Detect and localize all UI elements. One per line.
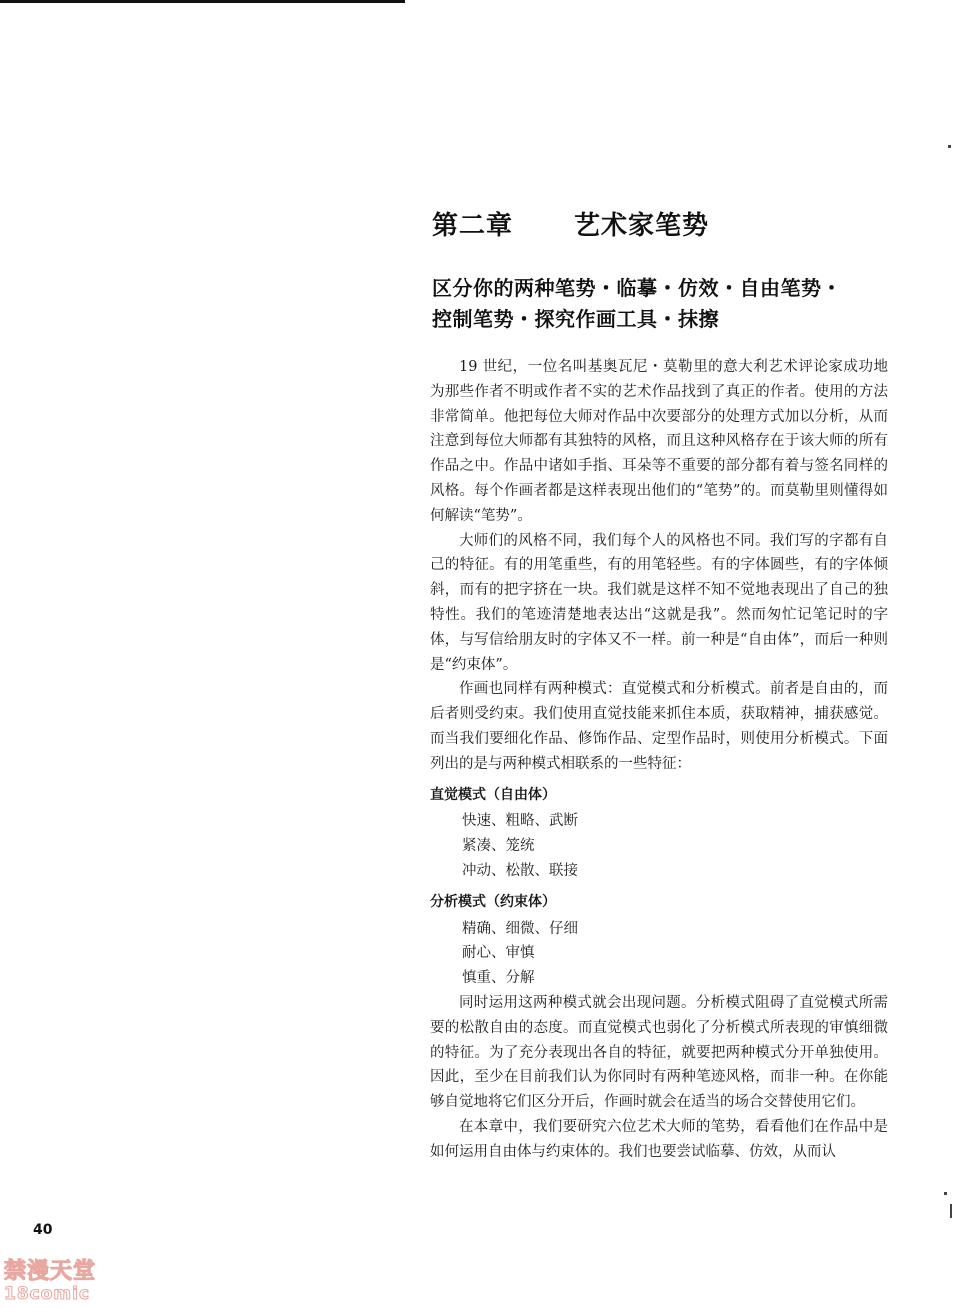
paragraph-5: 在本章中，我们要研究六位艺术大师的笔势，看看他们在作品中是如何运用自由体与约束体的。我们也要尝试临摹、仿效，从而认 xyxy=(430,1118,888,1160)
list-item: 冲动、松散、联接 xyxy=(462,862,578,879)
chapter-title: 艺术家笔势 xyxy=(574,211,710,241)
paragraph-1: 19 世纪，一位名叫基奥瓦尼・莫勒里的意大利艺术评论家成功地为那些作者不明或作者不实的艺术作品找到了真正的作者。使用的方法非常简单。他把每位大师对作品中次要部分的处理方式加以分析，从而注意到每位大师都有其独特的风格，而且这种风格存在于该大师的所有作品之中。作品中诸如手指、耳朵等不重要的部分都有着与签名同样的风格。每个作画者都是这样表现出他们的“笔势”的。而莫勒里则懂得如何解读“笔势”。 xyxy=(430,359,888,524)
analytic-mode-list xyxy=(430,917,888,991)
chapter-number: 第二章 xyxy=(432,211,514,241)
chapter-heading xyxy=(432,205,852,249)
watermark-text-cn: 禁漫天堂 xyxy=(4,1259,97,1284)
list-item: 慎重、分解 xyxy=(462,970,535,987)
paragraph-3: 作画也同样有两种模式：直觉模式和分析模式。前者是自由的，而后者则受约束。我们使用直觉技能来抓住本质，获取精神，捕获感觉。而当我们要细化作品、修饰作品、定型作品时，则使用分析模式。下面列出的是与两种模式相联系的一些特征： xyxy=(430,681,888,772)
analytic-mode-heading: 分析模式（约束体） xyxy=(430,893,556,910)
intuitive-mode-heading: 直觉模式（自由体） xyxy=(430,786,556,803)
page-number: 40 xyxy=(33,1222,53,1238)
list-item: 紧凑、笼统 xyxy=(462,838,535,855)
scan-mark xyxy=(948,145,951,148)
watermark-logo xyxy=(4,1260,114,1306)
intuitive-mode-list xyxy=(430,809,888,883)
top-rule xyxy=(0,0,405,3)
scan-mark xyxy=(944,1192,947,1195)
list-item: 精确、细微、仔细 xyxy=(462,920,578,937)
watermark-text-en: 18comic xyxy=(4,1284,91,1304)
list-item: 快速、粗略、武断 xyxy=(462,813,578,830)
chapter-subtitle-line-2: 控制笔势・探究作画工具・抹擦 xyxy=(432,307,719,331)
list-item: 耐心、审慎 xyxy=(462,945,535,962)
scan-mark xyxy=(950,1204,952,1218)
paragraph-2: 大师们的风格不同，我们每个人的风格也不同。我们写的字都有自己的特征。有的用笔重些，有的用笔轻些。有的字体圆些，有的字体倾斜，而有的把字挤在一块。我们就是这样不知不觉地表现出了自己的独特性。我们的笔迹清楚地表达出“这就是我”。然而匆忙记笔记时的字体，与写信给朋友时的字体又不一样。前一种是“自由体”，而后一种则是“约束体”。 xyxy=(430,532,888,673)
body-text xyxy=(430,355,888,1165)
chapter-subtitle-line-1: 区分你的两种笔势・临摹・仿效・自由笔势・ xyxy=(432,276,842,300)
paragraph-4: 同时运用这两种模式就会出现问题。分析模式阻碍了直觉模式所需要的松散自由的态度。而直觉模式也弱化了分析模式所表现的审慎细微的特征。为了充分表现出各自的特征，就要把两种模式分开单独使用。因此，至少在目前我们认为你同时有两种笔迹风格，而非一种。在你能够自觉地将它们区分开后，作画时就会在适当的场合交替使用它们。 xyxy=(430,994,888,1111)
